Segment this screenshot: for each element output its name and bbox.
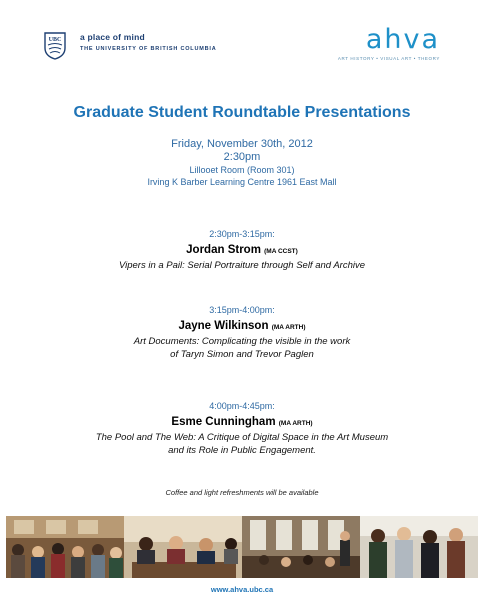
event-photo-strip (6, 516, 478, 578)
session-title-line: The Pool and The Web: A Critique of Digital Space in the Art Museum (95, 432, 389, 443)
event-time: 2:30pm (223, 151, 261, 163)
event-info (0, 138, 484, 188)
event-room: Lillooet Room (Room 301) (189, 165, 295, 175)
session-title-line: Vipers in a Pail: Serial Portraiture through Self and Archive (118, 260, 366, 271)
page-title: Graduate Student Roundtable Presentations (73, 104, 411, 121)
ubc-tagline: a place of mind (80, 32, 145, 42)
photo-panel-discussion (124, 516, 242, 578)
session-time: 2:30pm-3:15pm: (209, 229, 275, 239)
presenter-program: (MA ARTH) (278, 420, 313, 427)
ahva-logo: ahva (365, 24, 440, 55)
session-title-line: of Taryn Simon and Trevor Paglen (170, 349, 314, 360)
presenter-name: Esme Cunningham (171, 416, 276, 428)
session-time: 4:00pm-4:45pm: (209, 401, 275, 411)
session-presenter (0, 243, 484, 259)
refreshments-note: Coffee and light refreshments will be available (165, 488, 319, 497)
ubc-name: THE UNIVERSITY OF BRITISH COLUMBIA (80, 46, 217, 52)
session-2 (0, 304, 484, 361)
photo-panel-audience (6, 516, 124, 578)
session-3 (0, 400, 484, 457)
session-presenter (0, 319, 484, 335)
presenter-name: Jordan Strom (186, 244, 261, 256)
event-building: Irving K Barber Learning Centre 1961 East Mall (147, 177, 337, 187)
session-time: 3:15pm-4:00pm: (209, 305, 275, 315)
session-title-line: and its Role in Public Engagement. (168, 445, 316, 456)
ubc-wordmark (80, 32, 217, 52)
photo-panel-presenters (360, 516, 478, 578)
ahva-subtitle: ART HISTORY • VISUAL ART • THEORY (337, 56, 440, 61)
session-1 (0, 228, 484, 272)
presenter-name: Jayne Wilkinson (178, 320, 269, 332)
session-presenter (0, 415, 484, 431)
event-date: Friday, November 30th, 2012 (171, 138, 313, 150)
photo-panel-lecture-hall (242, 516, 360, 578)
ahva-logo-block (338, 26, 440, 61)
ubc-crest-logo (44, 32, 66, 60)
presenter-program: (MA CCST) (264, 248, 298, 255)
presenter-program: (MA ARTH) (271, 324, 306, 331)
svg-text:UBC: UBC (48, 37, 62, 43)
page-header (0, 24, 484, 68)
session-title-line: Art Documents: Complicating the visible in the work (133, 336, 351, 347)
website-link[interactable]: www.ahva.ubc.ca (210, 585, 274, 594)
